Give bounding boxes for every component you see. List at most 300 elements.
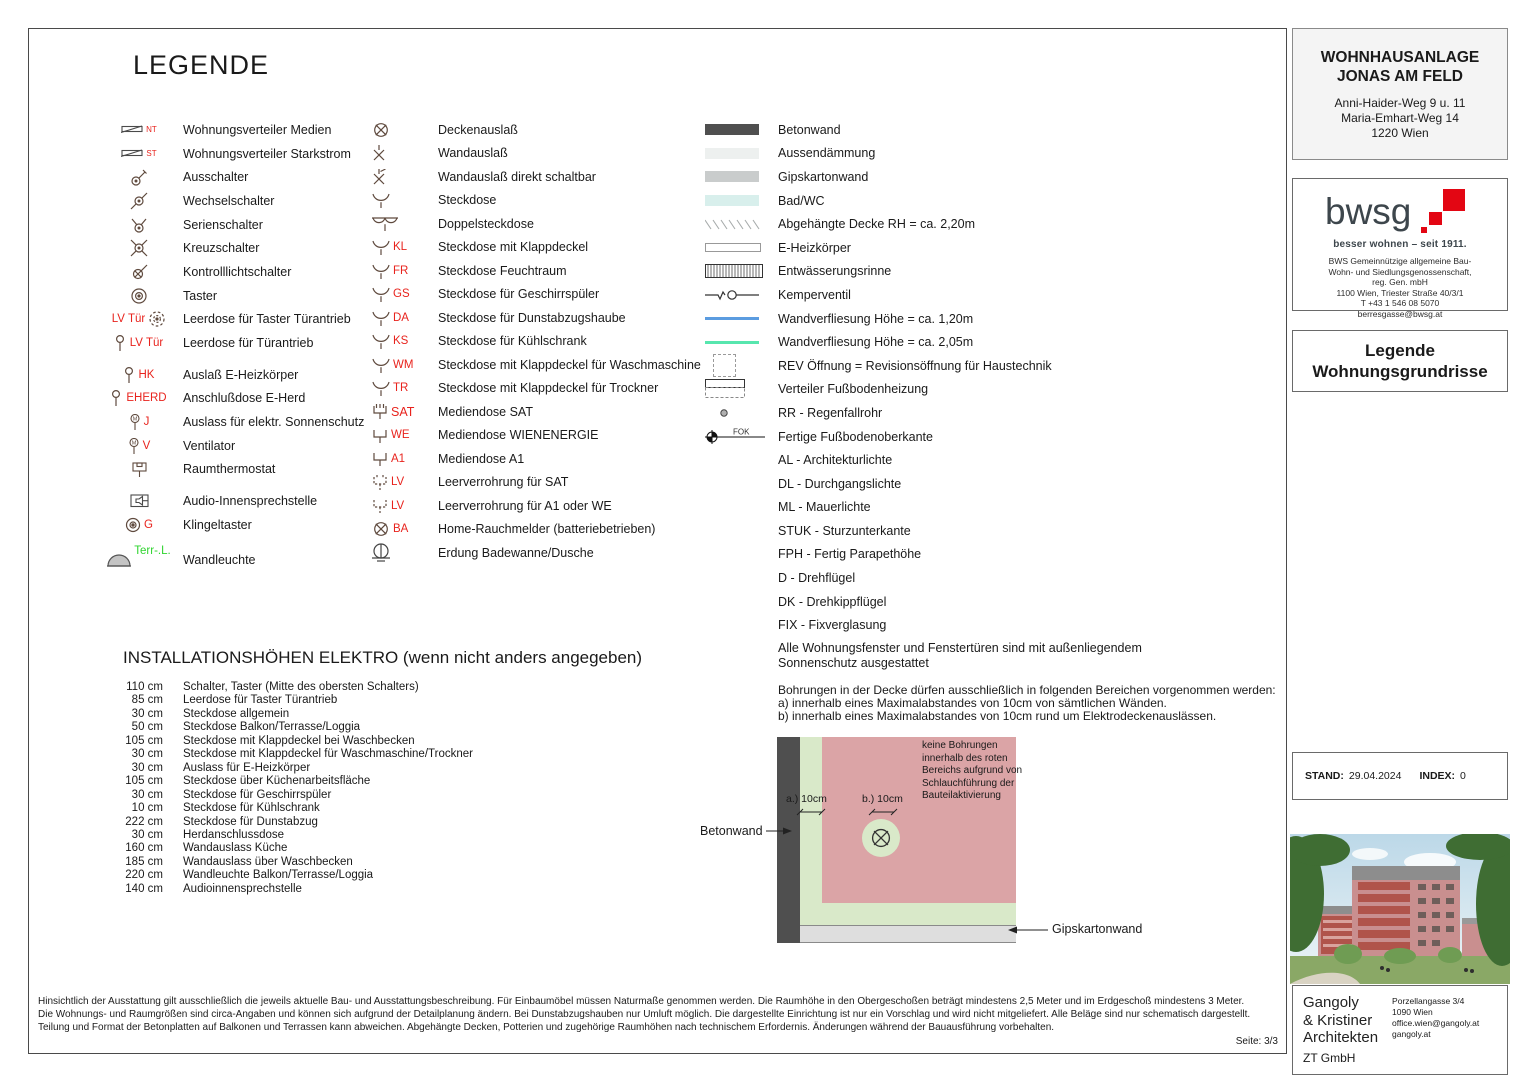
legend-label: Auslass für elektr. Sonnenschutz [183,415,365,430]
legend-label: Auslaß E-Heizkörper [183,367,299,382]
legend-label: Wandauslaß direkt schaltbar [438,169,596,184]
legend-label: DL - Durchgangslichte [778,476,902,491]
height-value: 105 cm [125,775,163,788]
legend-item [95,142,385,166]
legend-item [370,400,710,424]
arrow-head-right [783,828,792,835]
legend-item [705,236,1270,260]
legend-label: Fertige Fußbodenoberkante [778,429,933,444]
gipskartonwand-callout: Gipskartonwand [1052,922,1143,936]
legend-item [370,447,710,471]
contact-line: Porzellangasse 3/4 [1392,996,1465,1006]
legend-label: Home-Rauchmelder (batteriebetrieben) [438,522,656,537]
legend-label: E-Heizkörper [778,240,851,255]
legend-item [95,434,385,458]
legend-item [705,401,1270,425]
symbol-tag: EHERD [126,392,167,405]
legend-label: Steckdose [438,193,497,208]
note-line: innerhalb des roten [922,752,1008,764]
height-row [123,748,683,761]
legend-item [705,330,1270,354]
architects-contact [1392,996,1479,1074]
height-label: Steckdose allgemein [183,707,290,720]
revision-block [1292,752,1508,800]
legend-item [370,377,710,401]
legend-item [95,331,385,355]
note-line: Bohrungen in der Decke dürfen ausschließlich in folgenden Bereichen vorgenommen werden: [778,683,1276,698]
legend-label: Leerverrohrung für SAT [438,475,569,490]
rauchmelder-icon [372,520,390,538]
legend-item [95,284,385,308]
fok-label: FOK [733,427,750,437]
legend-item [370,142,710,166]
height-label: Wandleuchte Balkon/Terrasse/Loggia [183,869,374,882]
legend-item [705,354,1270,378]
architects-name [1303,994,1378,1074]
legend-item [95,308,385,332]
symbol-tag: V [142,439,151,452]
legend-item [95,458,385,482]
height-row [123,802,683,815]
legend-item [705,425,1270,449]
height-label: Audioinnensprechstelle [183,882,302,895]
taster-icon [130,287,148,305]
symbol-tag: GS [393,288,410,301]
legend-label: AL - Architekturlichte [778,453,893,468]
legend-column-materials [705,118,1276,723]
symbol-tag: ST [146,149,157,159]
legend-label: Aussendämmung [778,146,876,161]
diagram-note [922,740,1022,803]
legend-label: Kontrolllichtschalter [183,264,292,279]
betonwand-swatch [705,124,759,135]
height-value: 140 cm [125,882,163,895]
height-value: 110 cm [126,681,163,693]
mediendose-we-icon [372,428,388,443]
disclaimer-text [38,995,1268,1035]
height-value: 30 cm [131,788,163,801]
disclaimer-line: Hinsichtlich der Ausstattung gilt ausschließlich die jeweils aktuelle Bau- und Ausstattungsbeschreibung. Für Einbaumöbel müssen Naturmaße genommen werden. Die Raumhöhe in den Obergeschoßen beträgt mindestens 2,5 Meter und im Erdgeschoß mindestens 3 Meter. [38,996,1245,1007]
e-heizkoerper-swatch [705,243,761,252]
legend-item [95,544,385,572]
height-value: 50 cm [131,721,163,734]
height-value: 30 cm [131,828,163,841]
height-row [123,856,683,869]
project-title-block [1292,28,1508,160]
bwsg-info-line: T +43 1 546 08 5070 [1360,298,1440,309]
legend-item [370,306,710,330]
height-row [123,869,683,882]
bwsg-info-line: reg. Gen. mbH [1372,277,1428,288]
legend-item [370,541,710,565]
wandauslass-direkt-icon [372,169,386,185]
audio-innensprechstelle-icon [130,494,149,508]
height-value: 220 cm [125,869,163,882]
legend-label: Erdung Badewanne/Dusche [438,545,594,560]
legend-item [370,424,710,448]
wandverfliesung-205-swatch [705,341,759,344]
installation-heights-section [123,648,683,896]
height-label: Leerdose für Taster Türantrieb [183,694,338,707]
installation-heights-title: INSTALLATIONSHÖHEN ELEKTRO (wenn nicht anders angegeben) [123,648,643,667]
sheet-title-line: Wohnungsgrundrisse [1312,362,1488,381]
symbol-tag: LV [391,499,405,512]
legend-label: Leerverrohrung für A1 oder WE [438,498,612,513]
sheet-title-line: Legende [1365,341,1435,360]
legend-item [95,363,385,387]
ausschalter-icon [130,169,148,186]
contact-line: gangoly.at [1392,1029,1431,1039]
drilling-zone-diagram [680,730,1160,955]
height-row [123,829,683,842]
note-line: Sonnenschutz ausgestattet [778,656,929,671]
installation-heights-list [123,681,683,896]
legend-item [705,260,1270,284]
legend-label: Audio-Innensprechstelle [183,494,318,509]
raumthermostat-icon [131,462,148,477]
legend-label: Leerdose für Taster Türantrieb [183,312,351,327]
legend-item [705,378,1270,402]
height-label: Steckdose für Dunstabzug [183,815,318,828]
legend-label: Taster [183,288,218,303]
kontrolllichtschalter-icon [131,263,148,280]
steckdose-icon [372,192,390,208]
dimension-b-label: b.) 10cm [862,793,903,805]
address-line: Anni-Haider-Weg 9 u. 11 [1334,95,1466,110]
legend-label: FPH - Fertig Parapethöhe [778,547,922,562]
symbol-tag: SAT [391,404,415,419]
page-number: Seite: 3/3 [1235,1036,1278,1047]
bwsg-info [1293,256,1507,320]
page-title: LEGENDE [133,50,270,80]
legend-label: Steckdose mit Klappdeckel [438,240,589,255]
height-row [123,762,683,775]
legend-item [705,283,1270,307]
height-row [123,735,683,748]
wandleuchte-icon [107,553,131,567]
symbol-tag: FR [393,264,409,277]
leerdose-tuerantrieb-icon [115,335,127,351]
steckdose-geschirrspueler-icon [372,286,390,302]
legend-item [705,472,1270,496]
legend-label: Abgehängte Decke RH = ca. 2,20m [778,217,975,232]
height-value: 30 cm [131,748,163,761]
bwsg-info-line: berresgasse@bwsg.at [1357,308,1443,319]
steckdose-kuehlschrank-icon [372,333,390,349]
height-value: 105 cm [125,734,163,747]
legend-item [370,236,710,260]
legend-column-electrical-2 [370,118,710,565]
mediendose-a1-icon [372,451,388,466]
legend-item [370,165,710,189]
height-row [123,694,683,707]
symbol-tag: KS [393,335,409,348]
wohnungsverteiler-medien-icon [121,125,143,134]
fok-icon [705,428,767,446]
aussendaemmung-swatch [705,148,759,159]
legend-label: Ausschalter [183,170,249,185]
legend-label: Klingeltaster [183,517,252,532]
symbol-tag: LV [391,476,405,489]
legend-item [370,212,710,236]
project-title [1321,48,1479,86]
symbol-tag: BA [393,523,409,536]
legend-label: Entwässerungsrinne [778,264,892,279]
legend-label: Verteiler Fußbodenheizung [778,382,929,397]
legend-item [370,471,710,495]
legend-label: Mediendose WIENENERGIE [438,428,599,443]
legend-label: Mediendose A1 [438,451,525,466]
legend-item [705,519,1270,543]
note-sonnenschutz [778,641,1270,671]
legend-label: Steckdose für Geschirrspüler [438,287,600,302]
bwsg-company-block [1292,178,1508,319]
height-row [123,816,683,829]
wohnungsverteiler-starkstrom-icon [121,149,143,158]
legend-item [370,353,710,377]
legend-label: D - Drehflügel [778,571,856,586]
legend-item [370,259,710,283]
legend-label: Kemperventil [778,287,851,302]
legend-item [370,283,710,307]
height-row [123,775,683,788]
note-line: Alle Wohnungsfenster und Fenstertüren sind mit außenliegendem [778,641,1142,656]
address-line: Maria-Emhart-Weg 14 [1341,110,1459,125]
leerverrohrung-sat-icon [372,475,388,490]
legend-label: Raumthermostat [183,462,276,477]
symbol-tag: KL [393,241,408,254]
height-row [123,789,683,802]
legend-item [705,448,1270,472]
legend-label: Mediendose SAT [438,404,533,419]
contact-line: 1090 Wien [1392,1007,1433,1017]
height-label: Steckdose mit Klappdeckel für Waschmaschine/Trockner [183,748,473,761]
height-label: Steckdose für Kühlschrank [183,802,320,815]
legend-label: ML - Mauerlichte [778,500,871,515]
entwaesserungsrinne-swatch [705,264,763,278]
kemperventil-icon [705,288,759,302]
mediendose-sat-icon [372,404,388,419]
bwsg-wordmark: bwsg [1325,191,1412,232]
legend-label: Wohnungsverteiler Medien [183,122,332,137]
bwsg-logo [1325,189,1475,237]
height-value: 85 cm [131,694,163,707]
note-line: a) innerhalb eines Maximalabstandes von 10cm von sämtlichen Wänden. [778,695,1167,710]
bwsg-logo-square-medium [1429,212,1442,225]
index-label: INDEX: [1419,770,1456,782]
height-label: Wandauslass über Waschbecken [183,855,353,868]
legend-item [95,410,385,434]
legend-label: Ventilator [183,438,236,453]
note-line: Bereichs aufgrund von [922,765,1023,777]
height-value: 10 cm [131,802,163,815]
height-label: Schalter, Taster (Mitte des obersten Schalters) [183,681,419,693]
project-address [1335,96,1466,141]
legend-label: Wandverfliesung Höhe = ca. 1,20m [778,311,974,326]
height-label: Steckdose Balkon/Terrasse/Loggia [183,721,361,734]
regenfallrohr-icon [720,409,728,417]
arrow-head-left [1008,927,1017,934]
legend-label: Wandleuchte [183,552,256,567]
wandverfliesung-120-swatch [705,317,759,320]
steckdose-waschmaschine-icon [372,357,390,373]
bwsg-info-line: 1100 Wien, Triester Straße 40/3/1 [1336,287,1464,298]
legend-item [705,496,1270,520]
bad-wc-swatch [705,195,759,206]
project-title-line: JONAS AM FELD [1336,67,1463,85]
legend-label: Steckdose für Kühlschrank [438,334,587,349]
legend-label: STUK - Sturzunterkante [778,523,911,538]
legend-label: Deckenauslaß [438,122,518,137]
height-value: 222 cm [125,815,163,828]
symbol-tag: NT [146,125,157,135]
bwsg-info-line: Wohn- und Siedlungsgenossenschaft, [1328,266,1472,277]
legend-label: Betonwand [778,122,841,137]
legend-label: Steckdose mit Klappdeckel für Trockner [438,381,659,396]
legend-item [95,165,385,189]
stand-value: 29.04.2024 [1348,770,1402,782]
building-rendering [1290,834,1510,984]
height-value: 185 cm [125,855,163,868]
legend-label: Steckdose Feuchtraum [438,263,567,278]
architects-name-line: & Kristiner [1303,1011,1373,1029]
disclaimer-line: Teilung und Format der Betonplatten auf Balkonen und Terrassen kann abweichen. Abgehängte Decken, Potterien und zugehörige Raumhöhen nach technischem Erfordernis. Änderungen während der Bauausführung vorbehalten. [38,1022,1055,1034]
legend-label: Kreuzschalter [183,241,260,256]
height-row [123,681,683,694]
legend-label: FIX - Fixverglasung [778,618,887,633]
legend-item [95,513,385,537]
legend-item [705,307,1270,331]
legend-item [705,566,1270,590]
sheet-title-block [1292,330,1508,392]
leerdose-taster-tuerantrieb-icon [148,310,166,328]
height-row [123,842,683,855]
legend-item [370,118,710,142]
legend-label: DK - Drehkippflügel [778,594,887,609]
anschlussdose-e-herd-icon [111,390,123,406]
legend-item [370,518,710,542]
serienschalter-icon [130,217,148,233]
legend-label: REV Öffnung = Revisionsöffnung für Haustechnik [778,358,1052,373]
legend-item [370,189,710,213]
steckdose-trockner-icon [372,380,390,396]
gipskartonwand-swatch [705,171,759,182]
architects-company: ZT GmbH [1303,1050,1356,1065]
height-label: Steckdose für Geschirrspüler [183,788,332,801]
legend-item [705,590,1270,614]
symbol-tag: DA [393,311,409,324]
note-line: Schlauchführung der [922,777,1015,789]
symbol-tag-left: LV Tür [111,313,146,326]
note-line: keine Bohrungen [922,740,998,751]
symbol-tag-green: Terr-.L. [134,544,171,557]
steckdose-dunstabzug-icon [372,310,390,326]
leerverrohrung-a1-we-icon [372,498,388,513]
erdung-icon [372,543,390,562]
kreuzschalter-icon [130,239,148,257]
height-row [123,708,683,721]
project-title-line: WOHNHAUSANLAGE [1320,48,1480,66]
wandauslass-icon [372,145,386,161]
bwsg-logo-square-small [1421,227,1427,233]
klingeltaster-icon [125,517,141,533]
height-label: Wandauslass Küche [183,842,288,855]
bwsg-info-line: BWS Gemeinnützige allgemeine Bau- [1328,256,1472,266]
symbol-tag: WM [393,358,414,371]
abgehaengte-decke-swatch [705,219,761,230]
wechselschalter-icon [130,192,148,210]
auslass-sonnenschutz-icon [129,414,141,430]
legend-item [95,213,385,237]
address-line: 1220 Wien [1371,125,1429,140]
symbol-tag: TR [393,382,409,395]
height-label: Steckdose mit Klappdeckel bei Waschbecken [183,734,415,747]
disclaimer-line: Die Wohnungs- und Raumgrößen sind circa-Angaben und können sich aufgrund der Detailplanung ändern. Bei Dunstabzugshauben nur Umluft möglich. Die dargestellte Einrichtung ist nur ein Vorschlag und wird nicht mitgeliefert. Alle Beläge sind nur schematisch dargestellt. [38,1009,1251,1021]
height-label: Auslass für E-Heizkörper [183,761,311,774]
legend-item [705,165,1270,189]
symbol-tag: LV Tür [129,337,164,350]
symbol-tag: WE [391,429,410,442]
legend-label: Serienschalter [183,217,263,232]
legend-item [705,118,1270,142]
rev-oeffnung-swatch [713,354,736,377]
legend-item [705,189,1270,213]
symbol-tag: A1 [391,452,406,465]
legend-item [95,189,385,213]
height-value: 30 cm [131,761,163,774]
legend-item [95,236,385,260]
legend-label: Gipskartonwand [778,169,869,184]
legend-column-electrical-1 [95,118,385,571]
architects-name-line: Architekten [1303,1029,1379,1046]
betonwand-callout: Betonwand [700,824,763,838]
legend-item [705,142,1270,166]
height-row [123,721,683,734]
steckdose-klappdeckel-icon [372,239,390,255]
legend-item [95,118,385,142]
doppelsteckdose-icon [372,216,398,232]
legend-label: Wechselschalter [183,193,275,208]
legend-item [705,613,1270,637]
ventilator-icon [128,438,140,454]
note-bohrungen [778,683,1276,723]
height-row [123,883,683,896]
legend-label: Wandauslaß [438,146,508,161]
symbol-tag: HK [138,368,155,381]
legend-label: Anschlußdose E-Herd [183,391,306,406]
height-label: Steckdose über Küchenarbeitsfläche [183,775,371,788]
legend-label: Steckdose mit Klappdeckel für Waschmaschine [438,357,701,372]
symbol-tag: G [144,518,153,531]
legend-item [95,489,385,513]
symbol-tag: J [143,416,150,429]
height-value: 160 cm [125,842,163,855]
stand-label: STAND: [1305,770,1344,782]
legend-item [95,387,385,411]
architects-name-line: Gangoly [1303,994,1359,1011]
contact-line: office.wien@gangoly.at [1392,1018,1480,1028]
legend-item [370,330,710,354]
bwsg-tagline: besser wohnen – seit 1911. [1333,239,1467,250]
legend-item [705,543,1270,567]
legend-label: Wohnungsverteiler Starkstrom [183,146,351,161]
legend-item [95,260,385,284]
steckdose-feuchtraum-icon [372,263,390,279]
height-label: Herdanschlussdose [183,828,285,841]
deckenauslass-icon [372,121,390,139]
legend-label: Bad/WC [778,193,825,208]
bwsg-logo-square-large [1443,189,1465,211]
